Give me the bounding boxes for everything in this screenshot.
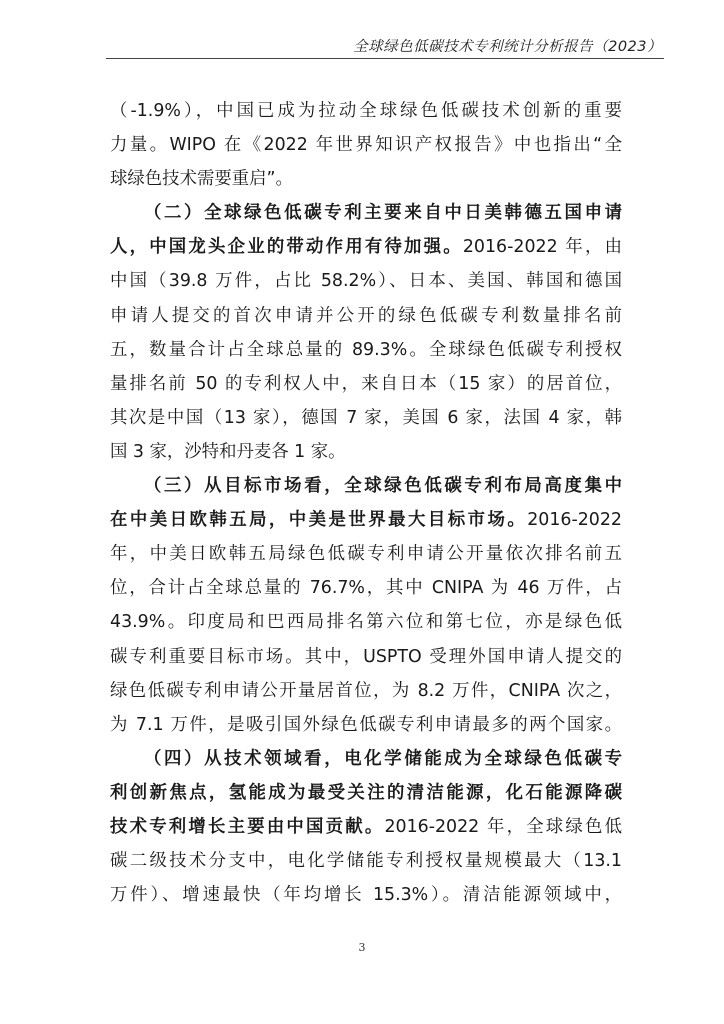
paragraph-3-line-5: 43.9%。印度局和巴西局排名第六位和第七位，亦是绿色低 (110, 612, 622, 633)
paragraph-1-line-3: 球绿色技术需要重启”。 (110, 169, 293, 190)
paragraph-1-line-1: （-1.9%），中国已成为拉动全球绿色低碳技术创新的重要 (110, 101, 622, 121)
paragraph-2-line-3: 中国（39.8 万件，占比 58.2%）、日本、美国、韩国和德国 (110, 271, 622, 292)
paragraph-1-line-2: 力量。WIPO 在《2022 年世界知识产权报告》中也指出“全 (110, 135, 622, 156)
paragraph-2-line-2-text: 2016-2022 年，由 (462, 237, 622, 258)
paragraph-2-line-4: 申请人提交的首次申请并公开的绿色低碳专利数量排名前 (110, 305, 622, 326)
paragraph-3-line-2 (110, 503, 622, 537)
paragraph-2-line-7: 其次是中国（13 家），德国 7 家，美国 6 家，法国 4 家，韩 (110, 407, 622, 428)
report-header-title: 全球绿色低碳技术专利统计分析报告（2023） (353, 39, 662, 55)
document-body (110, 94, 622, 912)
paragraph-3-line-4: 位，合计占全球总量的 76.7%，其中 CNIPA 为 46 万件，占 (110, 578, 622, 599)
paragraph-2-heading-line-1: （二）全球绿色低碳专利主要来自中日美韩德五国申请 (144, 203, 622, 224)
header-divider (106, 58, 664, 59)
paragraph-4-line-3-text: 2016-2022 年，全球绿色低 (384, 816, 622, 837)
paragraph-4-heading-line-3: 技术专利增长主要由中国贡献。 (110, 816, 385, 837)
paragraph-2-line-8: 国 3 家，沙特和丹麦各 1 家。 (110, 441, 346, 462)
paragraph-3-line-2-text: 2016-2022 (527, 510, 622, 531)
paragraph-3-heading-line-2: 在中美日欧韩五局，中美是世界最大目标市场。 (110, 510, 528, 531)
paragraph-3-line-7: 绿色低碳专利申请公开量居首位，为 8.2 万件，CNIPA 次之， (110, 680, 622, 701)
paragraph-3-line-3: 年，中美日欧韩五局绿色低碳专利申请公开量依次排名前五 (110, 544, 622, 565)
paragraph-4-line-5: 万件）、增速最快（年均增长 15.3%）。清洁能源领域中， (110, 885, 622, 906)
paragraph-4-heading-line-2: 利创新焦点，氢能成为最受关注的清洁能源，化石能源降碳 (110, 782, 622, 803)
paragraph-3-heading-line-1: （三）从目标市场看，全球绿色低碳专利布局高度集中 (144, 476, 622, 497)
page-number: 3 (358, 941, 366, 954)
paragraph-3-line-8: 为 7.1 万件，是吸引国外绿色低碳专利申请最多的两个国家。 (110, 714, 622, 735)
paragraph-2-line-6: 量排名前 50 的专利权人中，来自日本（15 家）的居首位， (110, 373, 622, 394)
paragraph-4-line-3 (110, 810, 622, 844)
paragraph-4-line-4: 碳二级技术分支中，电化学储能专利授权量规模最大（13.1 (110, 851, 622, 872)
paragraph-2-heading-line-2: 人，中国龙头企业的带动作用有待加强。 (110, 237, 463, 258)
paragraph-3-line-6: 碳专利重要目标市场。其中，USPTO 受理外国申请人提交的 (110, 646, 622, 667)
paragraph-2-line-5: 五，数量合计占全球总量的 89.3%。全球绿色低碳专利授权 (110, 339, 622, 360)
paragraph-2-line-2 (110, 230, 622, 264)
paragraph-4-heading-line-1: （四）从技术领域看，电化学储能成为全球绿色低碳专 (144, 748, 622, 769)
